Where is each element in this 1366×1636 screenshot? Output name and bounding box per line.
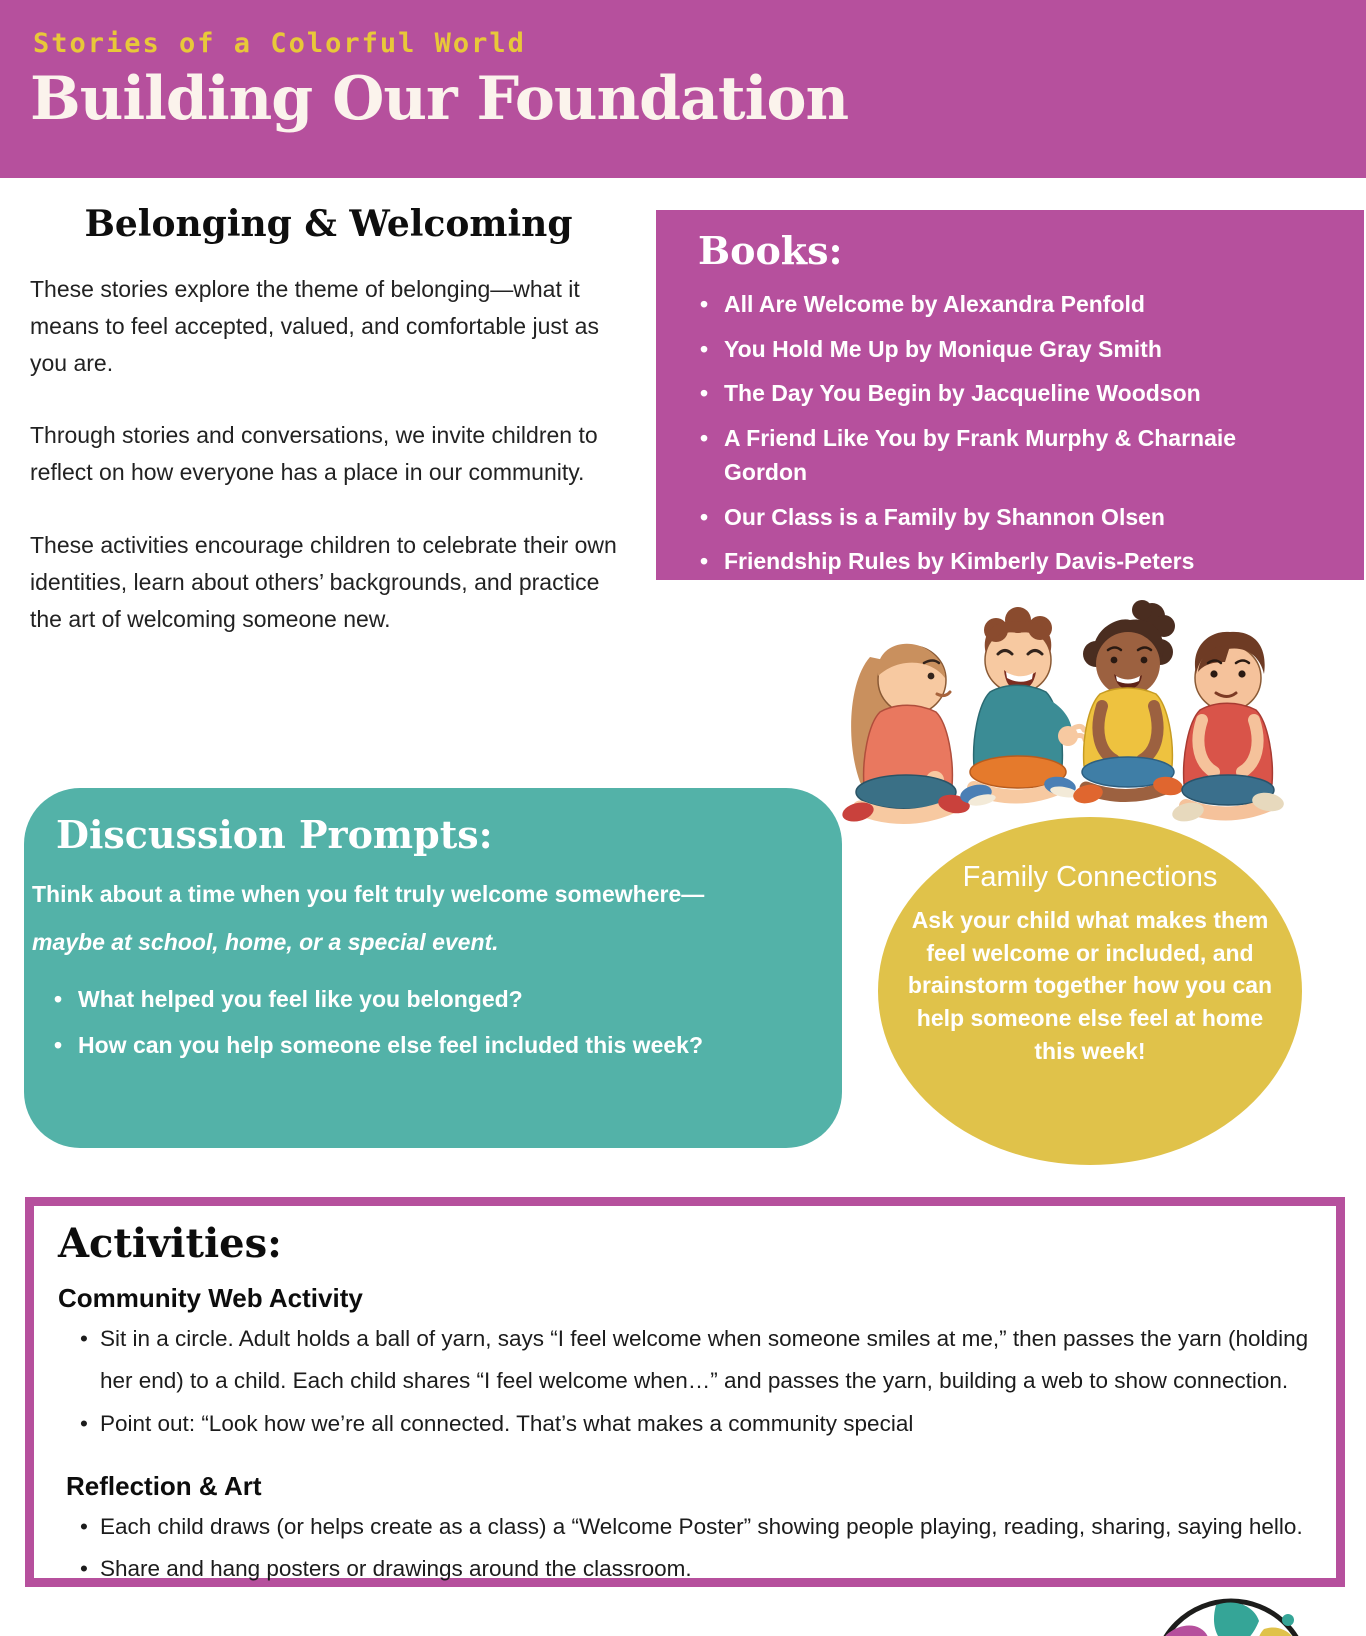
discussion-heading: Discussion Prompts: <box>56 812 493 857</box>
family-connections-bubble <box>878 817 1302 1165</box>
book-item: • You Hold Me Up by Monique Gray Smith <box>698 332 1298 367</box>
family-connections-body: Ask your child what makes them feel welcome or included, and brainstorm together how you can help someone else feel at home this week! <box>907 907 1273 1064</box>
activity-section-title: Community Web Activity <box>58 1283 363 1313</box>
activity-bullet: • Point out: “Look how we’re all connected. That’s what makes a community special <box>58 1403 1310 1445</box>
activity-bullet: • Each child draws (or helps create as a class) a “Welcome Poster” showing people playing, reading, sharing, saying hello. <box>58 1506 1310 1548</box>
children-sitting-illustration <box>822 590 1292 834</box>
discussion-bullet: • What helped you feel like you belonged? <box>32 986 812 1013</box>
discussion-bullet: • How can you help someone else feel included this week? <box>32 1032 812 1059</box>
activity-list <box>58 1318 1310 1445</box>
activity-bullet: • Sit in a circle. Adult holds a ball of yarn, says “I feel welcome when someone smiles at me,” then passes the yarn (holding her end) to a child. Each child shares “I feel welcome when…” and passes the yarn, building a web to show connection. <box>58 1318 1310 1403</box>
book-item: • A Friend Like You by Frank Murphy & Charnaie Gordon <box>698 421 1298 490</box>
activity-section-title: Reflection & Art <box>66 1470 262 1501</box>
book-item: • The Day You Begin by Jacqueline Woodson <box>698 376 1298 411</box>
activity-list <box>58 1506 1310 1591</box>
discussion-intro: Think about a time when you felt truly welcome somewhere— <box>32 881 705 907</box>
books-box <box>656 210 1364 580</box>
belonging-paragraph: These activities encourage children to celebrate their own identities, learn about others’ backgrounds, and practice the art of welcoming someone new. <box>30 531 617 632</box>
books-list <box>698 287 1298 579</box>
books-heading: Books: <box>698 228 843 273</box>
activities-heading: Activities: <box>58 1220 282 1267</box>
page-title: Building Our Foundation <box>30 64 849 134</box>
belonging-paragraph: These stories explore the theme of belonging—what it means to feel accepted, valued, and comfortable just as you are. <box>30 276 599 376</box>
belonging-heading: Belonging & Welcoming <box>84 203 573 245</box>
book-item: • Our Class is a Family by Shannon Olsen <box>698 500 1298 535</box>
activity-bullet: • Share and hang posters or drawings around the classroom. <box>58 1548 1310 1590</box>
belonging-section <box>30 203 627 673</box>
discussion-list <box>32 986 812 1059</box>
series-eyebrow: Stories of a Colorful World <box>33 28 526 59</box>
discussion-intro-italic: maybe at school, home, or a special event. <box>32 929 499 956</box>
page-header <box>0 0 1366 178</box>
activities-box <box>25 1197 1345 1587</box>
book-item: • Friendship Rules by Kimberly Davis-Peters <box>698 544 1298 579</box>
belonging-paragraph: Through stories and conversations, we invite children to reflect on how everyone has a place in our community. <box>30 422 598 486</box>
discussion-prompts-box <box>24 788 842 1148</box>
globe-logo-icon <box>1146 1593 1316 1636</box>
family-connections-title: Family Connections <box>962 861 1218 893</box>
book-item: • All Are Welcome by Alexandra Penfold <box>698 287 1298 322</box>
